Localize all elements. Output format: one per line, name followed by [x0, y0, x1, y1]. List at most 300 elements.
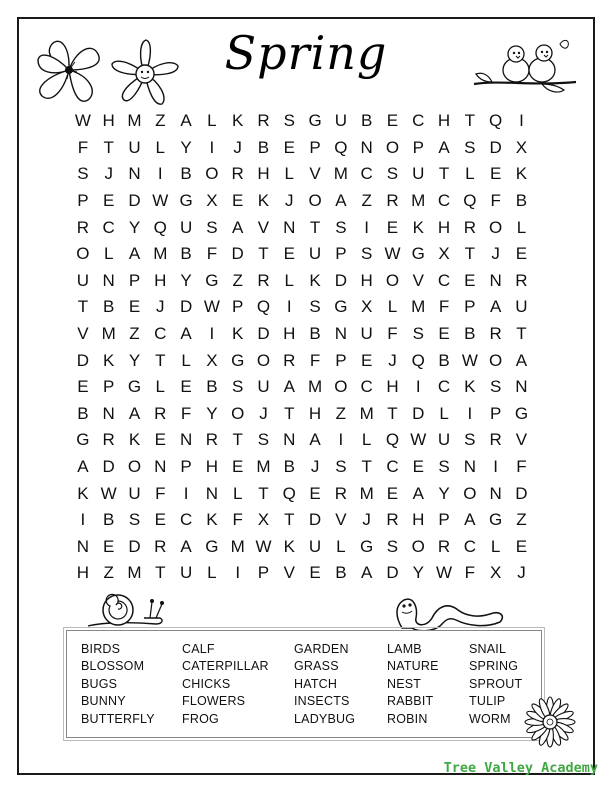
- grid-letter[interactable]: O: [489, 217, 503, 237]
- grid-letter[interactable]: U: [76, 270, 90, 290]
- grid-letter[interactable]: N: [489, 270, 502, 290]
- grid-letter[interactable]: Y: [128, 350, 141, 370]
- grid-letter[interactable]: X: [489, 563, 502, 583]
- grid-letter[interactable]: L: [387, 297, 398, 317]
- grid-letter[interactable]: N: [283, 217, 296, 237]
- grid-letter[interactable]: M: [127, 563, 142, 583]
- grid-letter[interactable]: S: [128, 510, 141, 530]
- grid-letter[interactable]: F: [155, 483, 166, 503]
- grid-letter[interactable]: R: [102, 430, 115, 450]
- grid-letter[interactable]: H: [437, 217, 451, 237]
- grid-letter[interactable]: E: [283, 244, 295, 264]
- grid-letter[interactable]: L: [155, 377, 166, 397]
- grid-letter[interactable]: T: [258, 483, 269, 503]
- grid-letter[interactable]: C: [437, 377, 451, 397]
- grid-letter[interactable]: P: [128, 270, 141, 290]
- grid-letter[interactable]: X: [206, 191, 218, 211]
- grid-letter[interactable]: C: [179, 510, 193, 530]
- grid-letter[interactable]: R: [231, 164, 244, 184]
- grid-letter[interactable]: N: [154, 457, 167, 477]
- grid-letter[interactable]: E: [154, 510, 166, 530]
- grid-letter[interactable]: I: [519, 111, 524, 131]
- grid-letter[interactable]: R: [463, 217, 476, 237]
- grid-letter[interactable]: N: [205, 483, 219, 503]
- grid-letter[interactable]: E: [515, 244, 528, 264]
- grid-letter[interactable]: D: [386, 563, 399, 583]
- grid-letter[interactable]: A: [77, 457, 89, 477]
- grid-letter[interactable]: E: [438, 324, 450, 344]
- grid-letter[interactable]: G: [514, 403, 529, 423]
- grid-letter[interactable]: D: [515, 483, 528, 503]
- grid-letter[interactable]: S: [438, 457, 450, 477]
- grid-letter[interactable]: P: [180, 457, 192, 477]
- grid-letter[interactable]: V: [257, 217, 270, 237]
- grid-letter[interactable]: R: [489, 324, 502, 344]
- grid-letter[interactable]: A: [489, 297, 502, 317]
- grid-letter[interactable]: O: [205, 164, 219, 184]
- grid-letter[interactable]: F: [77, 137, 89, 157]
- grid-letter[interactable]: M: [359, 483, 374, 503]
- grid-letter[interactable]: C: [437, 191, 451, 211]
- grid-letter[interactable]: H: [308, 403, 322, 423]
- grid-letter[interactable]: B: [309, 324, 321, 344]
- grid-letter[interactable]: F: [232, 510, 243, 530]
- grid-letter[interactable]: C: [360, 377, 373, 397]
- grid-letter[interactable]: E: [386, 111, 399, 131]
- grid-letter[interactable]: R: [334, 483, 347, 503]
- grid-letter[interactable]: B: [360, 111, 373, 131]
- grid-letter[interactable]: N: [334, 324, 347, 344]
- grid-letter[interactable]: U: [179, 563, 193, 583]
- grid-letter[interactable]: K: [412, 217, 424, 237]
- grid-letter[interactable]: R: [257, 111, 270, 131]
- grid-letter[interactable]: W: [203, 297, 220, 317]
- grid-letter[interactable]: S: [360, 244, 373, 264]
- grid-letter[interactable]: N: [128, 164, 141, 184]
- grid-letter[interactable]: W: [74, 111, 91, 131]
- grid-letter[interactable]: T: [309, 217, 321, 237]
- grid-letter[interactable]: Y: [206, 403, 218, 423]
- grid-letter[interactable]: N: [283, 430, 296, 450]
- grid-letter[interactable]: E: [232, 457, 244, 477]
- grid-letter[interactable]: S: [464, 137, 476, 157]
- grid-letter[interactable]: I: [235, 563, 241, 583]
- grid-letter[interactable]: P: [103, 377, 115, 397]
- grid-letter[interactable]: I: [467, 403, 473, 423]
- grid-letter[interactable]: K: [283, 536, 295, 556]
- grid-letter[interactable]: S: [464, 430, 476, 450]
- grid-letter[interactable]: U: [257, 377, 270, 397]
- grid-letter[interactable]: V: [309, 164, 321, 184]
- grid-letter[interactable]: C: [360, 164, 373, 184]
- grid-letter[interactable]: B: [206, 377, 218, 397]
- grid-letter[interactable]: R: [154, 403, 167, 423]
- grid-letter[interactable]: P: [464, 297, 476, 317]
- grid-letter[interactable]: A: [283, 377, 295, 397]
- grid-letter[interactable]: Q: [334, 137, 348, 157]
- grid-letter[interactable]: E: [489, 164, 502, 184]
- grid-letter[interactable]: H: [412, 510, 425, 530]
- grid-letter[interactable]: K: [464, 377, 476, 397]
- grid-letter[interactable]: Q: [385, 430, 400, 450]
- grid-letter[interactable]: I: [286, 297, 292, 317]
- grid-letter[interactable]: T: [464, 244, 476, 264]
- grid-letter[interactable]: Y: [412, 563, 424, 583]
- grid-letter[interactable]: L: [155, 137, 166, 157]
- grid-letter[interactable]: R: [489, 430, 502, 450]
- grid-letter[interactable]: P: [335, 244, 347, 264]
- grid-letter[interactable]: E: [412, 457, 424, 477]
- grid-letter[interactable]: R: [515, 270, 528, 290]
- grid-letter[interactable]: L: [490, 536, 501, 556]
- grid-letter[interactable]: M: [333, 164, 348, 184]
- grid-letter[interactable]: K: [515, 164, 528, 184]
- grid-letter[interactable]: M: [127, 111, 142, 131]
- grid-letter[interactable]: P: [77, 191, 89, 211]
- grid-letter[interactable]: M: [153, 244, 168, 264]
- grid-letter[interactable]: X: [438, 244, 450, 264]
- grid-letter[interactable]: A: [360, 563, 373, 583]
- grid-letter[interactable]: I: [338, 430, 344, 450]
- grid-letter[interactable]: U: [334, 111, 347, 131]
- grid-letter[interactable]: R: [257, 270, 270, 290]
- grid-letter[interactable]: T: [103, 137, 114, 157]
- grid-letter[interactable]: U: [128, 137, 141, 157]
- grid-letter[interactable]: H: [257, 164, 270, 184]
- grid-letter[interactable]: F: [180, 403, 192, 423]
- grid-letter[interactable]: S: [309, 297, 321, 317]
- grid-letter[interactable]: E: [103, 191, 115, 211]
- grid-letter[interactable]: E: [128, 297, 141, 317]
- grid-letter[interactable]: W: [461, 350, 478, 370]
- grid-letter[interactable]: G: [360, 536, 374, 556]
- grid-letter[interactable]: O: [385, 137, 400, 157]
- grid-letter[interactable]: A: [412, 483, 424, 503]
- grid-letter[interactable]: J: [259, 403, 268, 423]
- grid-letter[interactable]: D: [102, 457, 115, 477]
- grid-letter[interactable]: W: [152, 191, 169, 211]
- grid-letter[interactable]: T: [258, 244, 269, 264]
- grid-letter[interactable]: F: [206, 244, 218, 264]
- grid-letter[interactable]: N: [360, 137, 373, 157]
- grid-letter[interactable]: T: [438, 164, 450, 184]
- grid-letter[interactable]: F: [309, 350, 321, 370]
- grid-letter[interactable]: J: [233, 137, 242, 157]
- grid-letter[interactable]: V: [283, 563, 295, 583]
- grid-letter[interactable]: C: [154, 324, 167, 344]
- grid-letter[interactable]: K: [206, 510, 218, 530]
- grid-letter[interactable]: D: [128, 536, 141, 556]
- grid-letter[interactable]: C: [463, 536, 476, 556]
- grid-letter[interactable]: J: [104, 164, 113, 184]
- grid-letter[interactable]: A: [335, 191, 347, 211]
- grid-letter[interactable]: O: [76, 244, 90, 264]
- grid-letter[interactable]: U: [515, 297, 528, 317]
- grid-letter[interactable]: C: [437, 270, 451, 290]
- grid-letter[interactable]: R: [386, 191, 399, 211]
- grid-letter[interactable]: D: [128, 191, 141, 211]
- grid-letter[interactable]: H: [386, 377, 399, 397]
- grid-letter[interactable]: B: [103, 510, 115, 530]
- grid-letter[interactable]: T: [232, 430, 243, 450]
- grid-letter[interactable]: G: [127, 377, 142, 397]
- grid-letter[interactable]: T: [77, 297, 89, 317]
- grid-letter[interactable]: Q: [282, 483, 296, 503]
- grid-letter[interactable]: H: [76, 563, 90, 583]
- grid-letter[interactable]: I: [157, 164, 163, 184]
- grid-letter[interactable]: T: [284, 403, 295, 423]
- grid-letter[interactable]: U: [360, 324, 373, 344]
- grid-letter[interactable]: I: [80, 510, 86, 530]
- grid-letter[interactable]: H: [437, 111, 451, 131]
- grid-letter[interactable]: T: [361, 457, 372, 477]
- grid-letter[interactable]: H: [205, 457, 219, 477]
- grid-letter[interactable]: G: [489, 510, 503, 530]
- grid-letter[interactable]: E: [180, 377, 192, 397]
- grid-letter[interactable]: F: [438, 297, 450, 317]
- grid-letter[interactable]: U: [179, 217, 193, 237]
- grid-letter[interactable]: U: [308, 244, 322, 264]
- grid-letter[interactable]: E: [232, 191, 244, 211]
- grid-letter[interactable]: D: [76, 350, 90, 370]
- grid-letter[interactable]: P: [335, 350, 347, 370]
- grid-letter[interactable]: D: [412, 403, 425, 423]
- grid-letter[interactable]: B: [283, 457, 295, 477]
- grid-letter[interactable]: A: [309, 430, 321, 450]
- grid-letter[interactable]: T: [155, 563, 166, 583]
- grid-letter[interactable]: V: [335, 510, 347, 530]
- grid-letter[interactable]: I: [493, 457, 499, 477]
- grid-letter[interactable]: L: [284, 270, 294, 290]
- grid-letter[interactable]: G: [205, 270, 219, 290]
- grid-letter[interactable]: Y: [180, 270, 192, 290]
- grid-letter[interactable]: L: [361, 430, 372, 450]
- grid-letter[interactable]: O: [308, 191, 322, 211]
- grid-letter[interactable]: K: [232, 111, 244, 131]
- grid-letter[interactable]: W: [410, 430, 427, 450]
- grid-letter[interactable]: C: [386, 457, 399, 477]
- grid-letter[interactable]: B: [257, 137, 270, 157]
- grid-letter[interactable]: C: [412, 111, 425, 131]
- grid-letter[interactable]: E: [464, 270, 476, 290]
- grid-letter[interactable]: I: [209, 324, 215, 344]
- grid-letter[interactable]: G: [76, 430, 90, 450]
- grid-letter[interactable]: G: [411, 244, 425, 264]
- grid-letter[interactable]: N: [102, 403, 115, 423]
- grid-letter[interactable]: F: [490, 191, 501, 211]
- grid-letter[interactable]: K: [103, 350, 115, 370]
- grid-letter[interactable]: O: [127, 457, 142, 477]
- grid-letter[interactable]: B: [438, 350, 450, 370]
- grid-letter[interactable]: E: [360, 350, 373, 370]
- grid-letter[interactable]: K: [257, 191, 270, 211]
- grid-letter[interactable]: U: [437, 430, 451, 450]
- grid-letter[interactable]: Z: [129, 324, 140, 344]
- grid-letter[interactable]: L: [336, 536, 346, 556]
- grid-letter[interactable]: T: [155, 350, 166, 370]
- grid-letter[interactable]: S: [232, 377, 244, 397]
- grid-letter[interactable]: I: [209, 137, 215, 157]
- grid-letter[interactable]: E: [154, 430, 166, 450]
- grid-letter[interactable]: B: [180, 244, 192, 264]
- grid-letter[interactable]: J: [156, 297, 165, 317]
- grid-letter[interactable]: X: [206, 350, 218, 370]
- grid-letter[interactable]: P: [232, 297, 244, 317]
- grid-letter[interactable]: A: [128, 403, 141, 423]
- grid-letter[interactable]: A: [515, 350, 528, 370]
- grid-letter[interactable]: O: [385, 270, 400, 290]
- grid-letter[interactable]: E: [309, 563, 321, 583]
- grid-letter[interactable]: N: [76, 536, 90, 556]
- grid-letter[interactable]: A: [464, 510, 476, 530]
- grid-letter[interactable]: P: [412, 137, 424, 157]
- grid-letter[interactable]: S: [335, 457, 347, 477]
- grid-letter[interactable]: L: [207, 111, 217, 131]
- grid-letter[interactable]: Y: [180, 137, 192, 157]
- grid-letter[interactable]: R: [283, 350, 296, 370]
- grid-letter[interactable]: E: [283, 137, 295, 157]
- grid-letter[interactable]: D: [489, 137, 502, 157]
- grid-letter[interactable]: O: [231, 403, 245, 423]
- grid-letter[interactable]: G: [205, 536, 219, 556]
- grid-letter[interactable]: B: [103, 297, 115, 317]
- grid-letter[interactable]: V: [77, 324, 89, 344]
- grid-letter[interactable]: T: [464, 111, 476, 131]
- grid-letter[interactable]: D: [308, 510, 322, 530]
- grid-letter[interactable]: M: [411, 297, 426, 317]
- grid-letter[interactable]: S: [283, 111, 295, 131]
- grid-letter[interactable]: W: [384, 244, 401, 264]
- grid-letter[interactable]: S: [335, 217, 347, 237]
- grid-letter[interactable]: J: [310, 457, 320, 477]
- grid-letter[interactable]: L: [516, 217, 527, 237]
- grid-letter[interactable]: X: [257, 510, 270, 530]
- grid-letter[interactable]: A: [180, 536, 192, 556]
- grid-letter[interactable]: E: [309, 483, 321, 503]
- grid-letter[interactable]: P: [257, 563, 270, 583]
- grid-letter[interactable]: A: [180, 111, 192, 131]
- grid-letter[interactable]: S: [77, 164, 89, 184]
- grid-letter[interactable]: V: [515, 430, 528, 450]
- grid-letter[interactable]: H: [102, 111, 115, 131]
- grid-letter[interactable]: S: [386, 164, 399, 184]
- grid-letter[interactable]: P: [489, 403, 502, 423]
- grid-letter[interactable]: N: [102, 270, 115, 290]
- grid-letter[interactable]: G: [231, 350, 245, 370]
- grid-letter[interactable]: K: [77, 483, 89, 503]
- grid-letter[interactable]: R: [437, 536, 451, 556]
- grid-letter[interactable]: A: [438, 137, 450, 157]
- grid-letter[interactable]: O: [489, 350, 503, 370]
- grid-letter[interactable]: B: [335, 563, 347, 583]
- grid-letter[interactable]: A: [128, 244, 141, 264]
- grid-letter[interactable]: U: [308, 536, 322, 556]
- grid-letter[interactable]: L: [232, 483, 243, 503]
- grid-letter[interactable]: F: [387, 324, 398, 344]
- grid-letter[interactable]: F: [516, 457, 527, 477]
- grid-letter[interactable]: S: [489, 377, 502, 397]
- grid-letter[interactable]: T: [387, 403, 398, 423]
- grid-letter[interactable]: E: [386, 217, 399, 237]
- grid-letter[interactable]: A: [180, 324, 192, 344]
- grid-letter[interactable]: Y: [128, 217, 141, 237]
- grid-letter[interactable]: O: [463, 483, 477, 503]
- grid-letter[interactable]: O: [256, 350, 271, 370]
- grid-letter[interactable]: I: [183, 483, 189, 503]
- grid-letter[interactable]: Q: [489, 111, 503, 131]
- grid-letter[interactable]: E: [103, 536, 115, 556]
- grid-letter[interactable]: B: [464, 324, 476, 344]
- grid-letter[interactable]: S: [257, 430, 270, 450]
- grid-letter[interactable]: Z: [155, 111, 166, 131]
- grid-letter[interactable]: K: [128, 430, 141, 450]
- grid-letter[interactable]: M: [256, 457, 271, 477]
- grid-letter[interactable]: W: [100, 483, 117, 503]
- grid-letter[interactable]: S: [206, 217, 218, 237]
- grid-letter[interactable]: Z: [335, 403, 347, 423]
- grid-letter[interactable]: J: [517, 563, 526, 583]
- grid-letter[interactable]: M: [230, 536, 245, 556]
- grid-letter[interactable]: D: [179, 297, 193, 317]
- grid-letter[interactable]: Z: [361, 191, 372, 211]
- grid-letter[interactable]: R: [76, 217, 90, 237]
- grid-letter[interactable]: W: [436, 563, 453, 583]
- grid-letter[interactable]: Q: [256, 297, 271, 317]
- grid-letter[interactable]: S: [412, 324, 424, 344]
- grid-letter[interactable]: Y: [438, 483, 450, 503]
- grid-letter[interactable]: K: [232, 324, 244, 344]
- grid-letter[interactable]: N: [463, 457, 476, 477]
- grid-letter[interactable]: D: [257, 324, 270, 344]
- grid-letter[interactable]: L: [181, 350, 191, 370]
- grid-letter[interactable]: Q: [411, 350, 425, 370]
- grid-letter[interactable]: W: [255, 536, 272, 556]
- grid-letter[interactable]: J: [491, 244, 500, 264]
- grid-letter[interactable]: M: [101, 324, 116, 344]
- grid-letter[interactable]: L: [439, 403, 449, 423]
- grid-letter[interactable]: B: [515, 191, 528, 211]
- grid-letter[interactable]: I: [415, 377, 421, 397]
- grid-letter[interactable]: Z: [516, 510, 527, 530]
- grid-letter[interactable]: T: [284, 510, 295, 530]
- grid-letter[interactable]: J: [285, 191, 294, 211]
- grid-letter[interactable]: J: [388, 350, 397, 370]
- grid-letter[interactable]: P: [438, 510, 450, 530]
- grid-letter[interactable]: B: [180, 164, 192, 184]
- grid-letter[interactable]: R: [154, 536, 167, 556]
- grid-letter[interactable]: B: [77, 403, 89, 423]
- grid-letter[interactable]: M: [359, 403, 374, 423]
- grid-letter[interactable]: R: [205, 430, 219, 450]
- grid-letter[interactable]: O: [411, 536, 425, 556]
- grid-letter[interactable]: H: [283, 324, 296, 344]
- grid-letter[interactable]: D: [334, 270, 347, 290]
- grid-letter[interactable]: N: [489, 483, 502, 503]
- grid-letter[interactable]: G: [308, 111, 322, 131]
- grid-letter[interactable]: Z: [232, 270, 243, 290]
- grid-letter[interactable]: E: [515, 536, 528, 556]
- grid-letter[interactable]: F: [464, 563, 476, 583]
- grid-letter[interactable]: I: [364, 217, 370, 237]
- grid-letter[interactable]: T: [516, 324, 527, 344]
- grid-letter[interactable]: X: [515, 137, 528, 157]
- grid-letter[interactable]: G: [334, 297, 348, 317]
- grid-letter[interactable]: R: [386, 510, 399, 530]
- grid-letter[interactable]: Z: [103, 563, 114, 583]
- grid-letter[interactable]: V: [412, 270, 424, 290]
- grid-letter[interactable]: L: [284, 164, 294, 184]
- grid-letter[interactable]: Q: [463, 191, 477, 211]
